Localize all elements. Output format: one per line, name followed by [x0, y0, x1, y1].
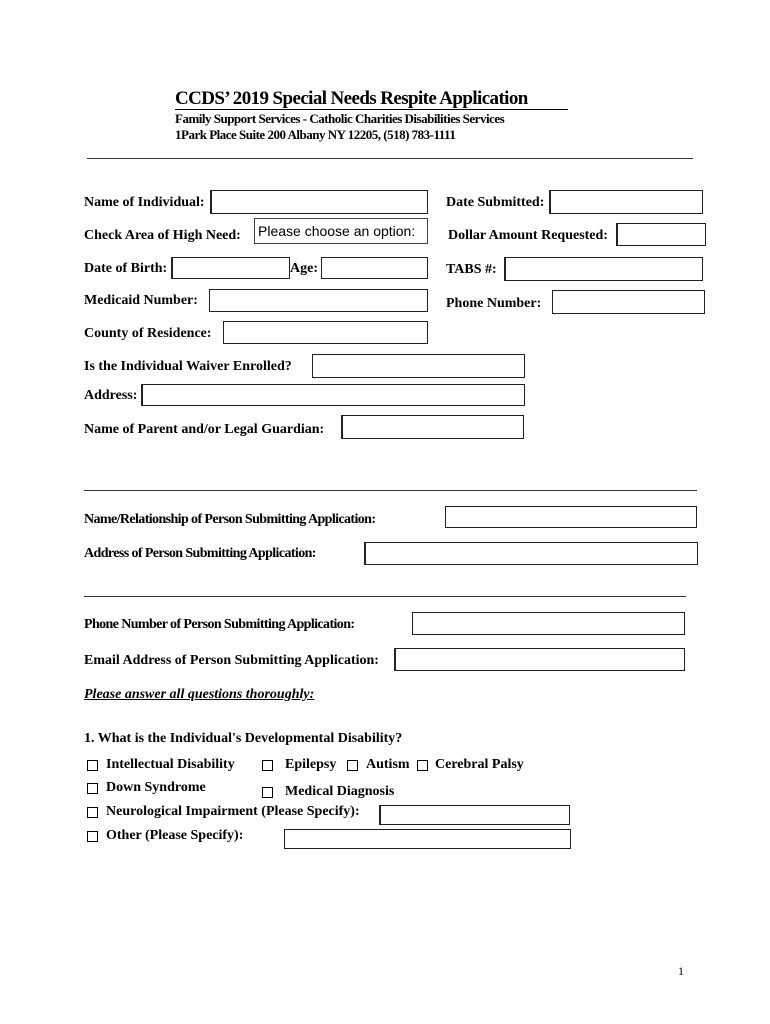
neurological-impairment-label: Neurological Impairment (Please Specify):: [106, 804, 360, 819]
submitter-name-field[interactable]: [445, 506, 697, 528]
address-field[interactable]: [141, 384, 525, 406]
intellectual-disability-label: Intellectual Disability: [106, 757, 235, 772]
date-submitted-label: Date Submitted:: [446, 195, 545, 210]
intellectual-disability-checkbox[interactable]: [87, 760, 98, 771]
medical-diagnosis-label: Medical Diagnosis: [285, 784, 395, 799]
name-of-individual-label: Name of Individual:: [84, 195, 205, 210]
check-area-label: Check Area of High Need:: [84, 228, 241, 243]
phone-number-field[interactable]: [552, 290, 705, 314]
section-divider-1: [84, 490, 697, 491]
other-label: Other (Please Specify):: [106, 828, 244, 843]
cerebral-palsy-checkbox[interactable]: [417, 760, 428, 771]
submitter-address-field[interactable]: [364, 542, 698, 565]
date-submitted-field[interactable]: [549, 190, 703, 214]
parent-guardian-field[interactable]: [341, 415, 524, 439]
submitter-name-label: Name/Relationship of Person Submitting Application:: [84, 512, 376, 527]
dollar-amount-label: Dollar Amount Requested:: [448, 228, 608, 243]
date-of-birth-field[interactable]: [171, 257, 290, 279]
submitter-phone-label: Phone Number of Person Submitting Application:: [84, 617, 355, 632]
high-need-dropdown[interactable]: Please choose an option:: [254, 218, 428, 244]
down-syndrome-checkbox[interactable]: [87, 783, 98, 794]
submitter-address-label: Address of Person Submitting Application:: [84, 546, 316, 561]
medicaid-number-field[interactable]: [209, 289, 428, 312]
other-specify-field[interactable]: [284, 829, 571, 849]
address-line: 1Park Place Suite 200 Albany NY 12205, (518) 783-1111: [175, 127, 456, 142]
county-field[interactable]: [223, 321, 428, 344]
county-label: County of Residence:: [84, 326, 212, 341]
submitter-email-label: Email Address of Person Submitting Application:: [84, 653, 379, 668]
neurological-specify-field[interactable]: [379, 805, 570, 825]
phone-number-label: Phone Number:: [446, 296, 542, 311]
instructions-text: Please answer all questions thoroughly:: [84, 687, 315, 702]
header-divider: [87, 158, 693, 159]
page-number: 1: [678, 964, 684, 978]
age-field[interactable]: [321, 257, 428, 279]
autism-label: Autism: [366, 757, 410, 772]
form-title: CCDS’ 2019 Special Needs Respite Application: [175, 88, 528, 109]
name-of-individual-field[interactable]: [210, 190, 428, 214]
tabs-field[interactable]: [504, 257, 703, 281]
title-underline: [175, 109, 568, 110]
medicaid-number-label: Medicaid Number:: [84, 293, 198, 308]
submitter-email-field[interactable]: [394, 648, 685, 671]
other-checkbox[interactable]: [87, 831, 98, 842]
autism-checkbox[interactable]: [347, 760, 358, 771]
dollar-amount-field[interactable]: [616, 223, 706, 246]
submitter-phone-field[interactable]: [412, 612, 685, 635]
section-divider-2: [84, 596, 686, 597]
date-of-birth-label: Date of Birth:: [84, 261, 168, 276]
epilepsy-checkbox[interactable]: [262, 760, 273, 771]
age-label: Age:: [290, 261, 318, 276]
waiver-enrolled-field[interactable]: [312, 354, 525, 378]
down-syndrome-label: Down Syndrome: [106, 780, 206, 795]
question-1-text: 1. What is the Individual's Developmental Disability?: [84, 731, 403, 746]
waiver-enrolled-label: Is the Individual Waiver Enrolled?: [84, 359, 292, 374]
parent-guardian-label: Name of Parent and/or Legal Guardian:: [84, 422, 325, 437]
cerebral-palsy-label: Cerebral Palsy: [435, 757, 524, 772]
epilepsy-label: Epilepsy: [285, 757, 337, 772]
tabs-label: TABS #:: [446, 262, 497, 277]
address-label: Address:: [84, 388, 138, 403]
org-line: Family Support Services - Catholic Charities Disabilities Services: [175, 111, 505, 126]
medical-diagnosis-checkbox[interactable]: [262, 787, 273, 798]
neurological-impairment-checkbox[interactable]: [87, 807, 98, 818]
